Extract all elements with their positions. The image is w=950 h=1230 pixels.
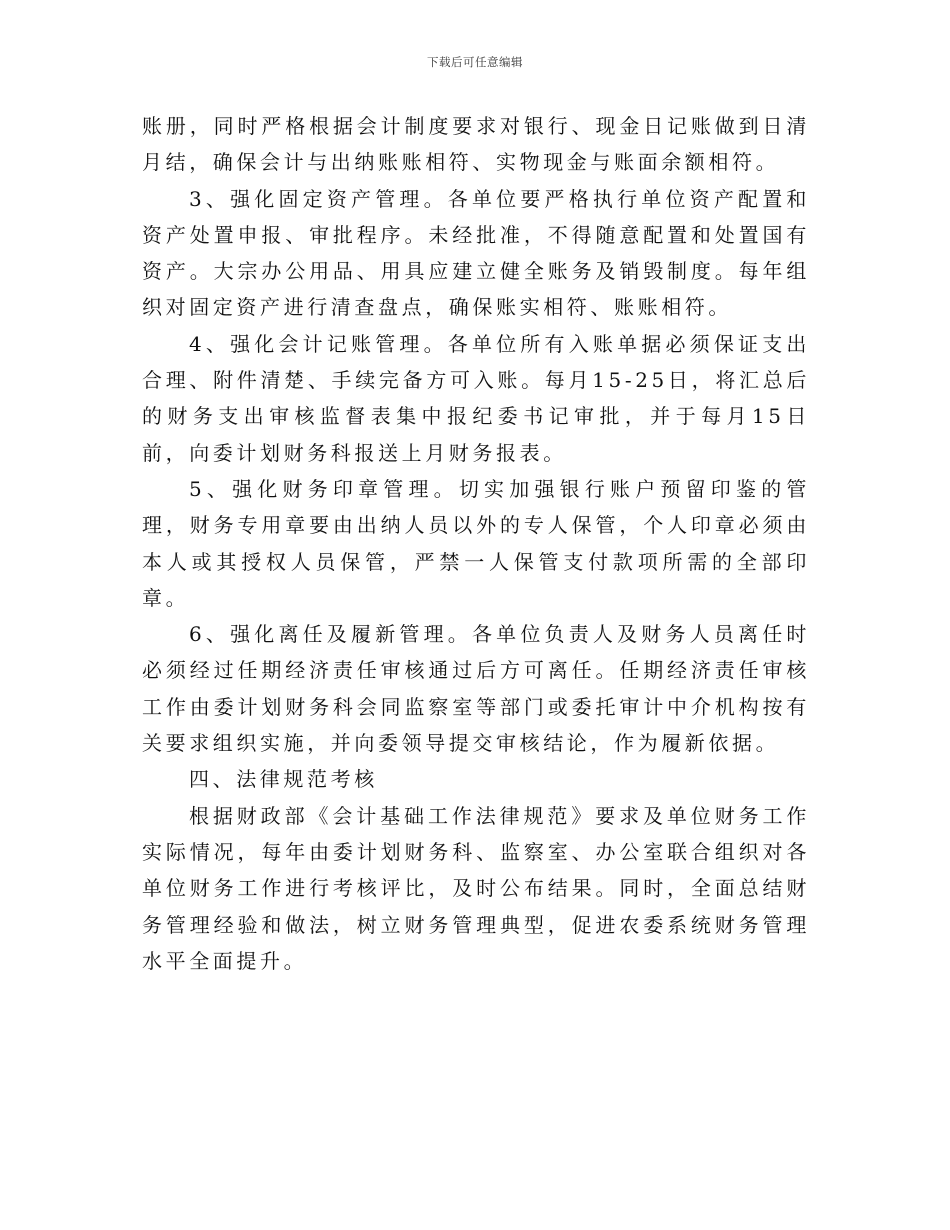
paragraph-item-4: 4、强化会计记账管理。各单位所有入账单据必须保证支出合理、附件清楚、手续完备方可入账。每月15-25日，将汇总后的财务支出审核监督表集中报纪委书记审批，并于每月15日前，向委计划财务科报送上月财务报表。 [142,331,810,465]
page-header: 下载后可任意编辑 [427,55,523,69]
section-heading: 四、法律规范考核 [189,767,378,792]
paragraph-item-6: 6、强化离任及履新管理。各单位负责人及财务人员离任时必须经过任期经济责任审核通过后方可离任。任期经济责任审核工作由委计划财务科会同监察室等部门或委托审计中介机构按有关要求组织实施，并向委领导提交审核结论，作为履新依据。 [142,622,810,756]
document-body [142,108,810,979]
paragraph-item-3: 3、强化固定资产管理。各单位要严格执行单位资产配置和资产处置申报、审批程序。未经批准，不得随意配置和处置国有资产。大宗办公用品、用具应建立健全账务及销毁制度。每年组织对固定资产进行清查盘点，确保账实相符、账账相符。 [142,186,810,320]
paragraph-final: 根据财政部《会计基础工作法律规范》要求及单位财务工作实际情况，每年由委计划财务科、监察室、办公室联合组织对各单位财务工作进行考核评比，及时公布结果。同时，全面总结财务管理经验和做法，树立财务管理典型，促进农委系统财务管理水平全面提升。 [142,803,810,973]
paragraph-item-5: 5、强化财务印章管理。切实加强银行账户预留印鉴的管理，财务专用章要由出纳人员以外的专人保管，个人印章必须由本人或其授权人员保管，严禁一人保管支付款项所需的全部印章。 [142,476,810,610]
paragraph-continuation: 账册，同时严格根据会计制度要求对银行、现金日记账做到日清月结，确保会计与出纳账账相符、实物现金与账面余额相符。 [142,114,810,175]
